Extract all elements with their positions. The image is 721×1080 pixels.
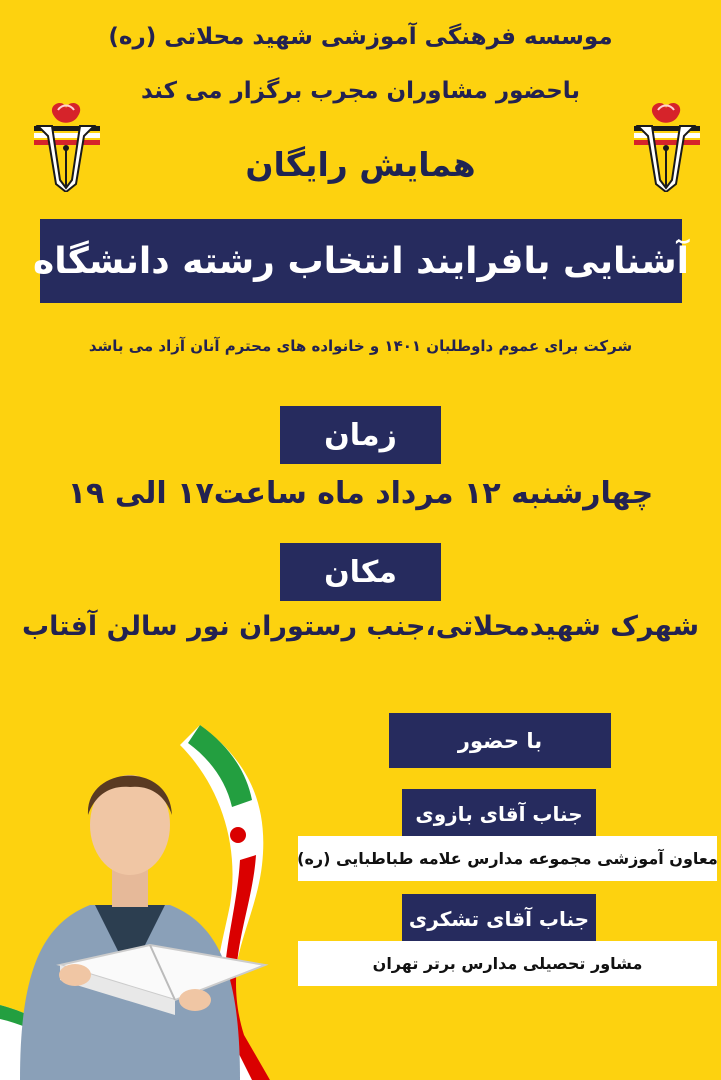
- speaker-2-name-box: [402, 894, 596, 944]
- time-value: چهارشنبه ۱۲ مرداد ماه ساعت۱۷ الی ۱۹: [67, 476, 654, 511]
- speaker-1-role-box: [298, 836, 717, 881]
- attendance-label: با حضور: [457, 728, 543, 753]
- attendance-label-box: [389, 713, 611, 768]
- header-line-2: باحضور مشاوران مجرب برگزار می کند: [140, 78, 581, 104]
- place-label: مکان: [324, 554, 397, 590]
- place-value: شهرک شهیدمحلاتی،جنب رستوران نور سالن آفتاب: [21, 611, 700, 642]
- speaker-1-name: جناب آقای بازوی: [415, 802, 583, 826]
- main-title: آشنایی بافرایند انتخاب رشته دانشگاه: [33, 240, 689, 282]
- speaker-1-role: معاون آموزشی مجموعه مدارس علامه طباطبایی (ره): [297, 849, 718, 868]
- time-label: زمان: [324, 417, 397, 453]
- speaker-1-name-box: [402, 789, 596, 839]
- header-line-1: موسسه فرهنگی آموزشی شهید محلاتی (ره): [108, 24, 613, 50]
- student-with-book-illustration: [0, 715, 300, 1080]
- speaker-2-role: مشاور تحصیلی مدارس برتر تهران: [372, 954, 643, 973]
- place-label-box: [280, 543, 441, 601]
- speaker-2-role-box: [298, 941, 717, 986]
- main-title-banner: [33, 219, 689, 303]
- speaker-2-name: جناب آقای تشکری: [408, 907, 590, 931]
- event-subtitle: همایش رایگان: [245, 145, 476, 184]
- attendance-notice: شرکت برای عموم داوطلبان ۱۴۰۱ و خانواده های محترم آنان آزاد می باشد: [88, 337, 633, 355]
- time-label-box: [280, 406, 441, 464]
